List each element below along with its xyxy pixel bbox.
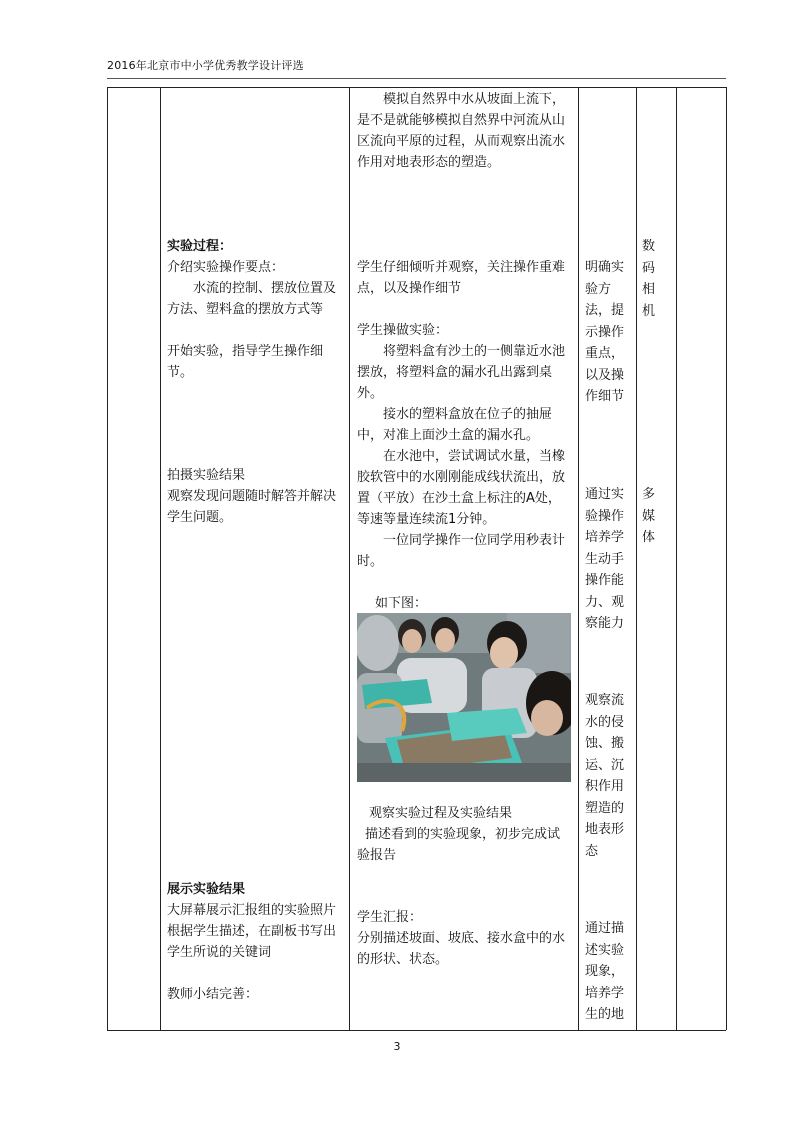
- process-line5: 观察发现问题随时解答并解决学生问题。: [167, 489, 337, 525]
- intro-paragraph: 模拟自然界中水从坡面上流下，是不是就能够模拟自然界中河流从山区流向平原的过程，从而观察出流水作用对地表形态的塑造。: [357, 92, 566, 170]
- page-number: 3: [393, 1040, 401, 1053]
- table-col-line-6: [726, 87, 727, 1030]
- student-p8: 观察实验过程及实验结果: [369, 806, 513, 821]
- student-p7: 如下图：: [375, 596, 428, 611]
- teacher-activity-results: [167, 879, 343, 1005]
- student-activity-results: [357, 907, 571, 970]
- document-header: 2016年北京市中小学优秀教学设计评选: [107, 59, 304, 72]
- process-line1: 介绍实验操作要点：: [167, 260, 285, 275]
- results-line3: 教师小结完善：: [167, 987, 259, 1002]
- design-intent-1: 明确实验方法，提示操作重点，以及操作细节: [585, 260, 625, 404]
- teacher-activity-photo: [167, 465, 343, 528]
- table-top-border: [107, 87, 726, 88]
- student-p6: 一位同学操作一位同学用秒表计时。: [357, 533, 566, 569]
- student-p9: 描述看到的实验现象，初步完成试验报告: [357, 827, 561, 863]
- student-activity-intro: [357, 89, 571, 173]
- results-heading: 展示实验结果: [167, 882, 246, 897]
- results-line2: 根据学生描述，在副板书写出学生所说的关键词: [167, 924, 337, 960]
- results-student-p1: 学生汇报：: [357, 910, 423, 925]
- table-col-line-5: [676, 87, 677, 1030]
- results-student-p2: 分别描述坡面、坡底、接水盒中的水的形状、状态。: [357, 931, 566, 967]
- media-2: 多媒体: [642, 487, 656, 545]
- table-col-line-2: [349, 87, 350, 1030]
- table-col-line-3: [578, 87, 579, 1030]
- design-intent-4: 通过描述实验现象，培养学生的地: [585, 921, 625, 1022]
- results-line1: 大屏幕展示汇报组的实验照片: [167, 903, 337, 918]
- table-col-line-4: [636, 87, 637, 1030]
- table-col-line-1: [160, 87, 161, 1030]
- media-1: 数码相机: [642, 239, 656, 319]
- teacher-activity-process: [167, 236, 343, 383]
- student-p2: 学生操做实验：: [357, 323, 449, 338]
- table-col-line-0: [107, 87, 108, 1030]
- process-line3: 开始实验，指导学生操作细节。: [167, 344, 324, 380]
- process-heading: 实验过程：: [167, 239, 233, 254]
- header-rule: [107, 78, 726, 79]
- process-line4: 拍摄实验结果: [167, 468, 246, 483]
- student-p4: 接水的塑料盒放在位子的抽屉中，对准上面沙土盒的漏水孔。: [357, 407, 553, 443]
- table-bottom-border: [107, 1030, 726, 1031]
- design-intent-3: 观察流水的侵蚀、搬运、沉积作用塑造的地表形态: [585, 693, 625, 859]
- process-line2: 水流的控制、摆放位置及方法、塑料盒的摆放方式等: [167, 281, 337, 317]
- student-p1: 学生仔细倾听并观察，关注操作重难点，以及操作细节: [357, 260, 566, 296]
- experiment-photo: [357, 613, 571, 782]
- student-activity-observe: [357, 803, 571, 866]
- student-p3: 将塑料盒有沙土的一侧靠近水池摆放，将塑料盒的漏水孔出露到桌外。: [357, 344, 566, 401]
- student-activity-process: [357, 257, 571, 614]
- student-p5: 在水池中，尝试调试水量，当橡胶软管中的水刚刚能成线状流出，放置（平放）在沙土盒上标注的A处，等速等量连续流1分钟。: [357, 449, 566, 527]
- design-intent-2: 通过实验操作培养学生动手操作能力、观察能力: [585, 487, 625, 631]
